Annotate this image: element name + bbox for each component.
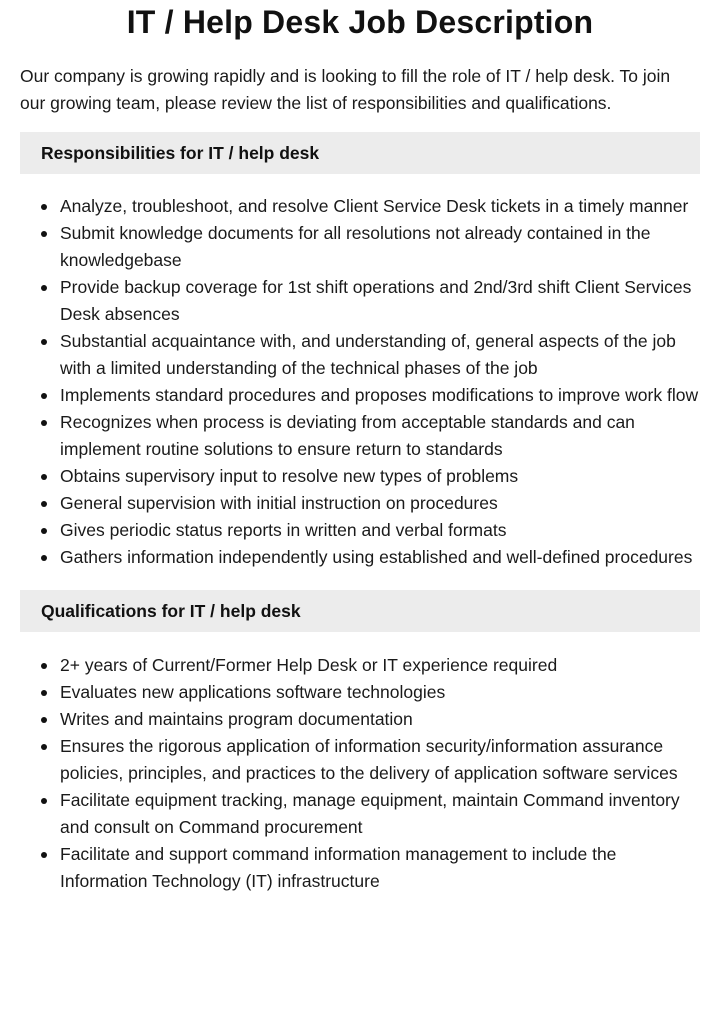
list-item: Provide backup coverage for 1st shift operations and 2nd/3rd shift Client Services Desk absences [20,274,700,328]
responsibilities-heading: Responsibilities for IT / help desk [20,132,700,174]
list-item: General supervision with initial instruction on procedures [20,490,700,517]
qualifications-list [20,652,700,895]
qualifications-heading: Qualifications for IT / help desk [20,590,700,632]
list-item: Gives periodic status reports in written and verbal formats [20,517,700,544]
list-item: Recognizes when process is deviating from acceptable standards and can implement routine solutions to ensure return to standards [20,409,700,463]
intro-paragraph: Our company is growing rapidly and is looking to fill the role of IT / help desk. To join our growing team, please review the list of responsibilities and qualifications. [20,66,671,113]
list-item: 2+ years of Current/Former Help Desk or IT experience required [20,652,700,679]
list-item: Facilitate and support command information management to include the Information Technology (IT) infrastructure [20,841,700,895]
list-item: Implements standard procedures and proposes modifications to improve work flow [20,382,700,409]
list-item: Evaluates new applications software technologies [20,679,700,706]
list-item: Obtains supervisory input to resolve new types of problems [20,463,700,490]
page-title: IT / Help Desk Job Description [126,4,594,40]
list-item: Ensures the rigorous application of information security/information assurance policies, principles, and practices to the delivery of application software services [20,733,700,787]
list-item: Analyze, troubleshoot, and resolve Client Service Desk tickets in a timely manner [20,193,700,220]
list-item: Writes and maintains program documentation [20,706,700,733]
list-item: Submit knowledge documents for all resolutions not already contained in the knowledgebase [20,220,700,274]
list-item: Gathers information independently using established and well-defined procedures [20,544,700,571]
responsibilities-list [20,193,700,571]
list-item: Facilitate equipment tracking, manage equipment, maintain Command inventory and consult on Command procurement [20,787,700,841]
list-item: Substantial acquaintance with, and understanding of, general aspects of the job with a limited understanding of the technical phases of the job [20,328,700,382]
